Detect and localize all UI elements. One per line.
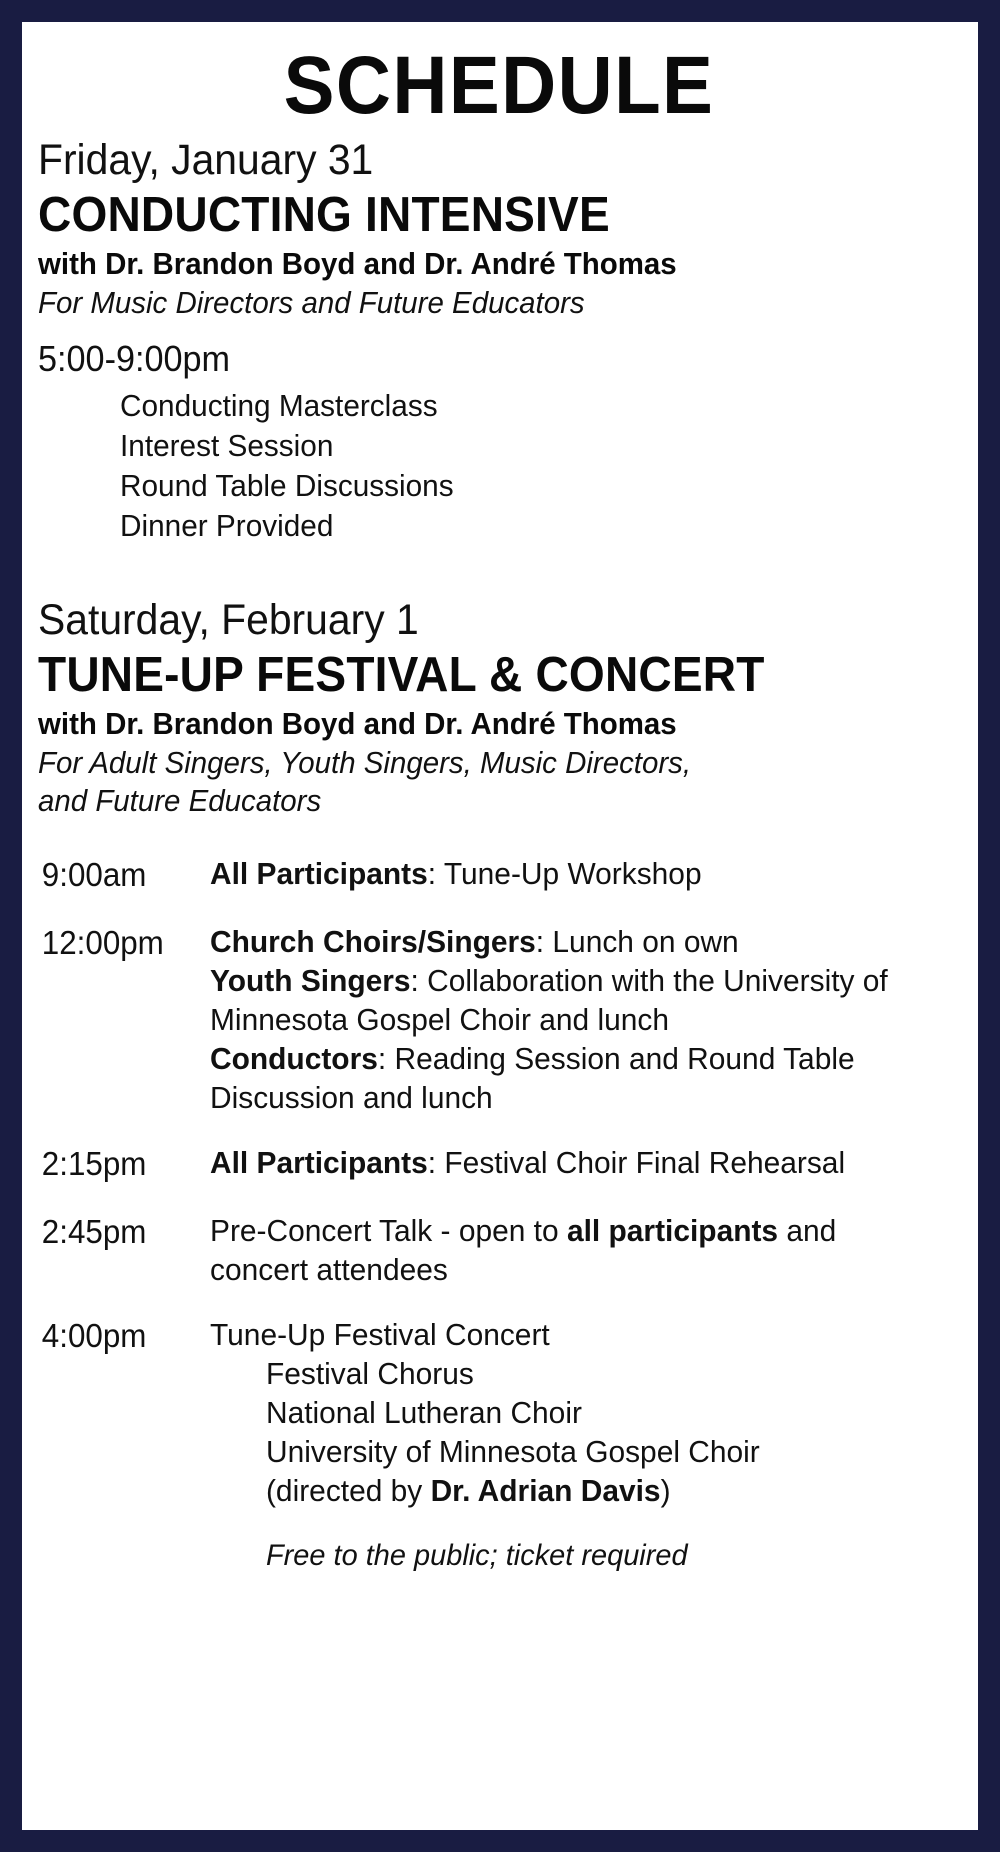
friday-time: 5:00-9:00pm (38, 338, 231, 379)
concert-title: Tune-Up Festival Concert (210, 1317, 550, 1352)
friday-item-list (120, 386, 960, 546)
list-item: Conducting Masterclass (120, 388, 438, 423)
friday-presenters: with Dr. Brandon Boyd and Dr. André Thomas (38, 246, 677, 281)
detail-label: All Participants (210, 856, 428, 891)
detail-line (210, 1211, 934, 1289)
detail-line (210, 1143, 934, 1182)
list-item: Round Table Discussions (120, 468, 454, 503)
detail-label: Conductors (210, 1041, 378, 1076)
row-time: 12:00pm (41, 924, 164, 961)
saturday-heading: TUNE-UP FESTIVAL & CONCERT (38, 648, 765, 702)
detail-line (210, 922, 934, 961)
saturday-date: Saturday, February 1 (38, 596, 419, 644)
detail-label: all participants (566, 1213, 779, 1248)
director-credit (266, 1471, 934, 1510)
detail-text-post: and concert attendees (210, 1213, 837, 1287)
friday-date: Friday, January 31 (38, 136, 374, 184)
saturday-audience-line-2: and Future Educators (38, 783, 322, 818)
detail-text: : Collaboration with the University of Minnesota Gospel Choir and lunch (210, 963, 888, 1037)
list-item: National Lutheran Choir (265, 1395, 582, 1430)
list-item: University of Minnesota Gospel Choir (265, 1434, 760, 1469)
list-item: Festival Chorus (265, 1356, 474, 1391)
detail-text: : Festival Choir Final Rehearsal (427, 1145, 846, 1180)
row-detail (210, 1315, 934, 1576)
row-detail (210, 1143, 934, 1182)
section-divider-space (38, 546, 960, 594)
detail-line (210, 1039, 934, 1117)
detail-label: Church Choirs/Singers (210, 924, 536, 959)
ticket-footnote: Free to the public; ticket required (265, 1539, 688, 1572)
table-row (38, 1211, 960, 1289)
row-time: 4:00pm (41, 1317, 147, 1354)
row-detail (210, 922, 934, 1117)
row-time: 9:00am (41, 856, 147, 893)
performer-list (266, 1354, 934, 1576)
row-time: 2:45pm (41, 1213, 147, 1250)
poster-content (22, 22, 978, 1602)
row-detail (210, 1211, 934, 1289)
page-title: SCHEDULE (283, 40, 715, 131)
detail-line (210, 961, 934, 1039)
day-block-friday (38, 134, 960, 546)
list-item: Interest Session (120, 428, 334, 463)
table-row (38, 1315, 960, 1576)
director-pre: (directed by (265, 1473, 431, 1508)
detail-text: : Reading Session and Round Table Discussion and lunch (210, 1041, 855, 1115)
detail-text-pre: Pre-Concert Talk - open to (210, 1213, 567, 1248)
table-row (38, 1143, 960, 1185)
row-detail (210, 854, 934, 893)
detail-line (210, 854, 934, 893)
saturday-schedule-table (38, 854, 960, 1576)
detail-text: : Tune-Up Workshop (427, 856, 702, 891)
table-row (38, 922, 960, 1117)
detail-label: Youth Singers (210, 963, 411, 998)
friday-heading: CONDUCTING INTENSIVE (38, 188, 610, 242)
friday-audience: For Music Directors and Future Educators (38, 285, 585, 320)
list-item: Dinner Provided (120, 508, 334, 543)
day-block-saturday (38, 594, 960, 820)
table-row (38, 854, 960, 896)
director-name: Dr. Adrian Davis (430, 1473, 661, 1508)
director-post: ) (660, 1473, 671, 1508)
detail-label: All Participants (210, 1145, 428, 1180)
saturday-audience-line-1: For Adult Singers, Youth Singers, Music Directors, (38, 745, 692, 780)
detail-text: : Lunch on own (535, 924, 739, 959)
poster-card (22, 22, 978, 1830)
saturday-presenters: with Dr. Brandon Boyd and Dr. André Thomas (38, 706, 677, 741)
row-time: 2:15pm (41, 1145, 147, 1182)
